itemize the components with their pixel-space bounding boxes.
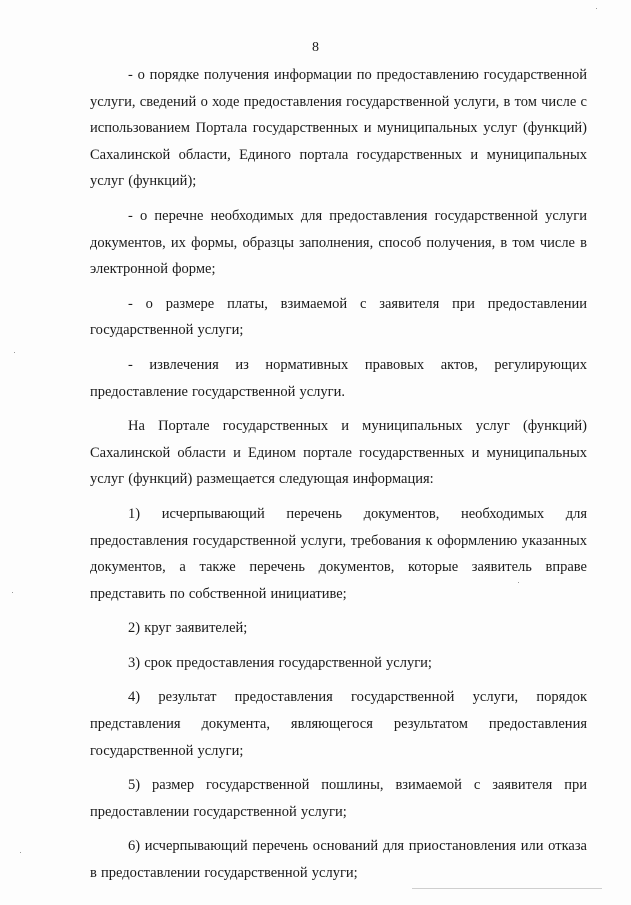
list-item-4: 4) результат предоставления государственной услуги, порядок представления документа, являющегося результатом предоставления государственной услуги; bbox=[90, 689, 587, 759]
scan-speck bbox=[596, 8, 597, 9]
page-body bbox=[90, 62, 587, 895]
scan-speck bbox=[14, 352, 15, 353]
list-item-6: 6) исчерпывающий перечень оснований для приостановления или отказа в предоставлении государственной услуги; bbox=[90, 838, 587, 882]
list-item-5: 5) размер государственной пошлины, взимаемой с заявителя при предоставлении государственной услуги; bbox=[90, 777, 587, 820]
paragraph-fee-amount: - о размере платы, взимаемой с заявителя при предоставлении государственной услуги; bbox=[90, 295, 587, 339]
page-number: 8 bbox=[312, 40, 319, 55]
list-item-2: 2) круг заявителей; bbox=[128, 620, 248, 637]
scan-speck bbox=[12, 592, 13, 593]
paragraph-info-procedure: - о порядке получения информации по предоставлению государственной услуги, сведений о ходе предоставления государственной услуги, в том числе с использованием Портала государственных и муниципальных услуг (функций) Сахалинской области, Единого портала государственных и муниципальных услуг (функций); bbox=[90, 67, 587, 190]
paragraph-legal-extracts: - извлечения из нормативных правовых актов, регулирующих предоставление государственной услуги. bbox=[90, 356, 587, 400]
paragraph-documents-list: - о перечне необходимых для предоставления государственной услуги документов, их формы, образцы заполнения, способ получения, в том числе в электронной форме; bbox=[90, 207, 587, 278]
list-item-3: 3) срок предоставления государственной услуги; bbox=[128, 654, 432, 671]
scan-speck bbox=[20, 852, 21, 853]
paragraph-portal-info: На Портале государственных и муниципальных услуг (функций) Сахалинской области и Едином портале государственных и муниципальных услуг (функций) размещается следующая информация: bbox=[90, 418, 587, 488]
list-item-1: 1) исчерпывающий перечень документов, необходимых для предоставления государственной услуги, требования к оформлению указанных документов, а также перечень документов, которые заявитель вправе представить по собственной инициативе; bbox=[90, 505, 587, 602]
